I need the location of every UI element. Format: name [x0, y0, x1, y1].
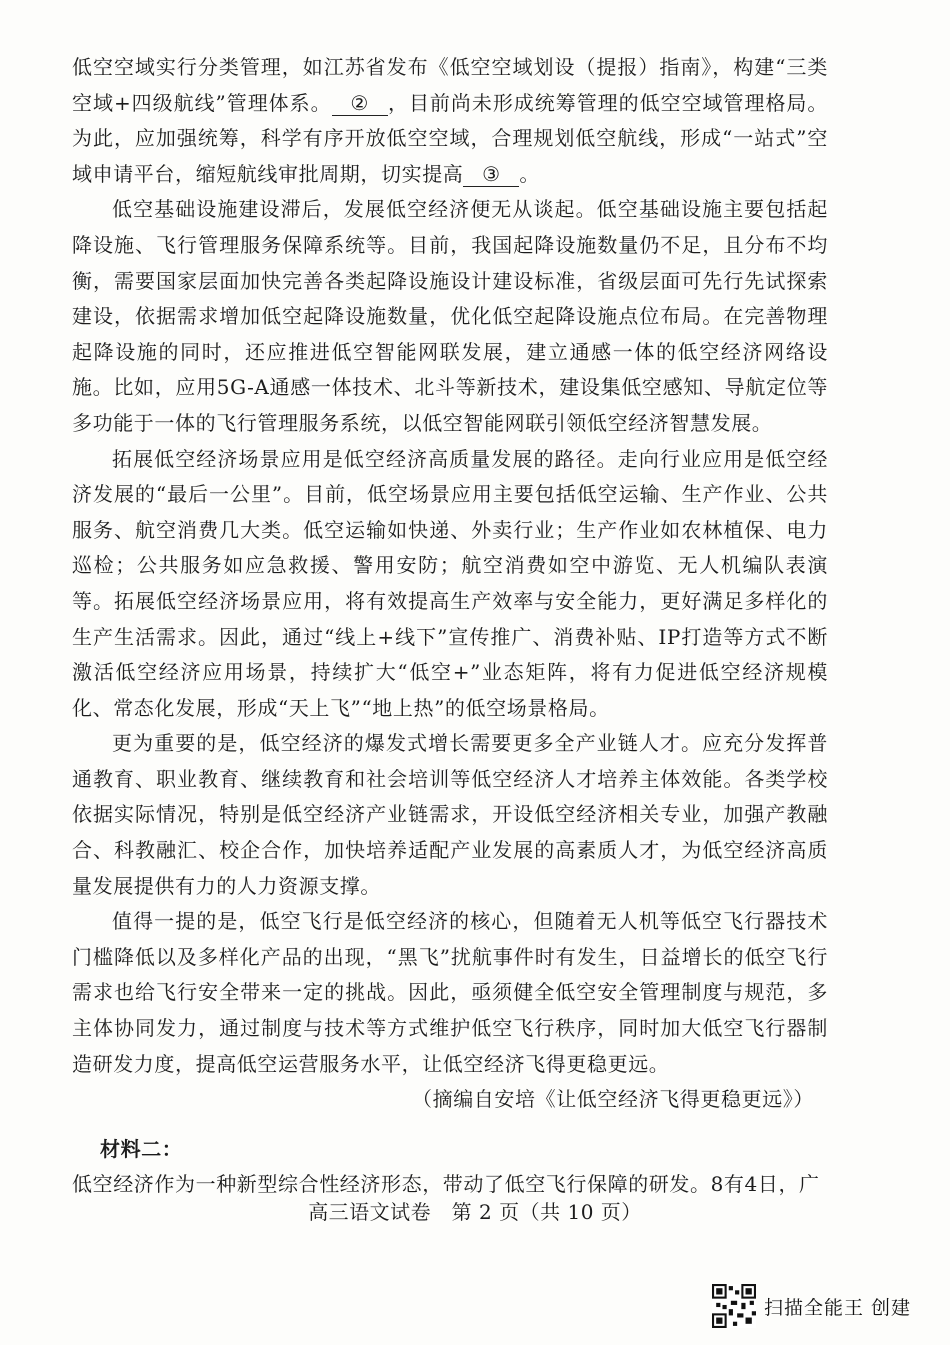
- paragraph-3: 拓展低空经济场景应用是低空经济高质量发展的路径。走向行业应用是低空经济发展的“最后一公里”。目前，低空场景应用主要包括低空运输、生产作业、公共服务、航空消费几大类。低空运输如快递、外卖行业；生产作业如农林植保、电力巡检；公共服务如应急救援、警用安防；航空消费如空中游览、无人机编队表演等。拓展低空经济场景应用，将有效提高生产效率与安全能力，更好满足多样化的生产生活需求。因此，通过“线上+线下”宣传推广、消费补贴、IP打造等方式不断激活低空经济应用场景，持续扩大“低空+”业态矩阵，将有力促进低空经济规模化、常态化发展，形成“天上飞”“地上热”的低空场景格局。: [72, 446, 828, 720]
- scanner-watermark: [712, 1284, 911, 1328]
- paragraph-1: [72, 50, 828, 192]
- material-2-first-line: 低空经济作为一种新型综合性经济形态，带动了低空飞行保障的研发。8有4日，广: [72, 1172, 820, 1197]
- p1-text-a: 低空空域实行分类管理，如江苏省发布《低空空域划设（提报）指南》，构建“三类空域+四级航线”管理体系。: [72, 55, 828, 115]
- paragraph-4: 更为重要的是，低空经济的爆发式增长需要更多全产业链人才。应充分发挥普通教育、职业教育、继续教育和社会培训等低空经济人才培养主体效能。各类学校依据实际情况，特别是低空经济产业链需求，开设低空经济相关专业，加强产教融合、科教融汇、校企合作，加快培养适配产业发展的高素质人才，为低空经济高质量发展提供有力的人力资源支撑。: [72, 731, 828, 898]
- material-2-heading: 材料二：: [100, 1136, 183, 1161]
- paragraph-2: 低空基础设施建设滞后，发展低空经济便无从谈起。低空基础设施主要包括起降设施、飞行管理服务保障系统等。目前，我国起降设施数量仍不足，且分布不均衡，需要国家层面加快完善各类起降设施设计建设标准，省级层面可先行先试探索建设，依据需求增加低空起降设施数量，优化低空起降设施点位布局。在完善物理起降设施的同时，还应推进低空智能网联发展，建立通感一体的低空经济网络设施。比如，应用5G-A通感一体技术、北斗等新技术，建设集低空感知、导航定位等多功能于一体的飞行管理服务系统，以低空智能网联引领低空经济智慧发展。: [72, 197, 828, 435]
- paragraph-5: 值得一提的是，低空飞行是低空经济的核心，但随着无人机等低空飞行器技术门槛降低以及多样化产品的出现，“黑飞”扰航事件时有发生，日益增长的低空飞行需求也给飞行安全带来一定的挑战。因此，亟须健全低空安全管理制度与规范，多主体协同发力，通过制度与技术等方式维护低空飞行秩序，同时加大低空飞行器制造研发力度，提高低空运营服务水平，让低空经济飞得更稳更远。: [72, 909, 828, 1076]
- source-citation: （摘编自安培《让低空经济飞得更稳更远》）: [412, 1087, 814, 1112]
- p1-text-c: 。: [519, 161, 541, 186]
- answer-blank-3: ③: [463, 162, 519, 187]
- page-footer: 高三语文试卷 第 2 页（共 10 页）: [308, 1200, 642, 1224]
- answer-blank-2: ②: [332, 91, 388, 116]
- article-body: [72, 50, 828, 1203]
- qr-code-icon: [712, 1284, 756, 1328]
- p1-text-b: ，目前尚未形成统筹管理的低空空域管理格局。为此，应加强统筹，科学有序开放低空空域，合理规划低空航线，形成“一站式”空域申请平台，缩短航线审批周期，切实提高: [72, 90, 828, 186]
- watermark-text: 扫描全能王 创建: [764, 1296, 912, 1319]
